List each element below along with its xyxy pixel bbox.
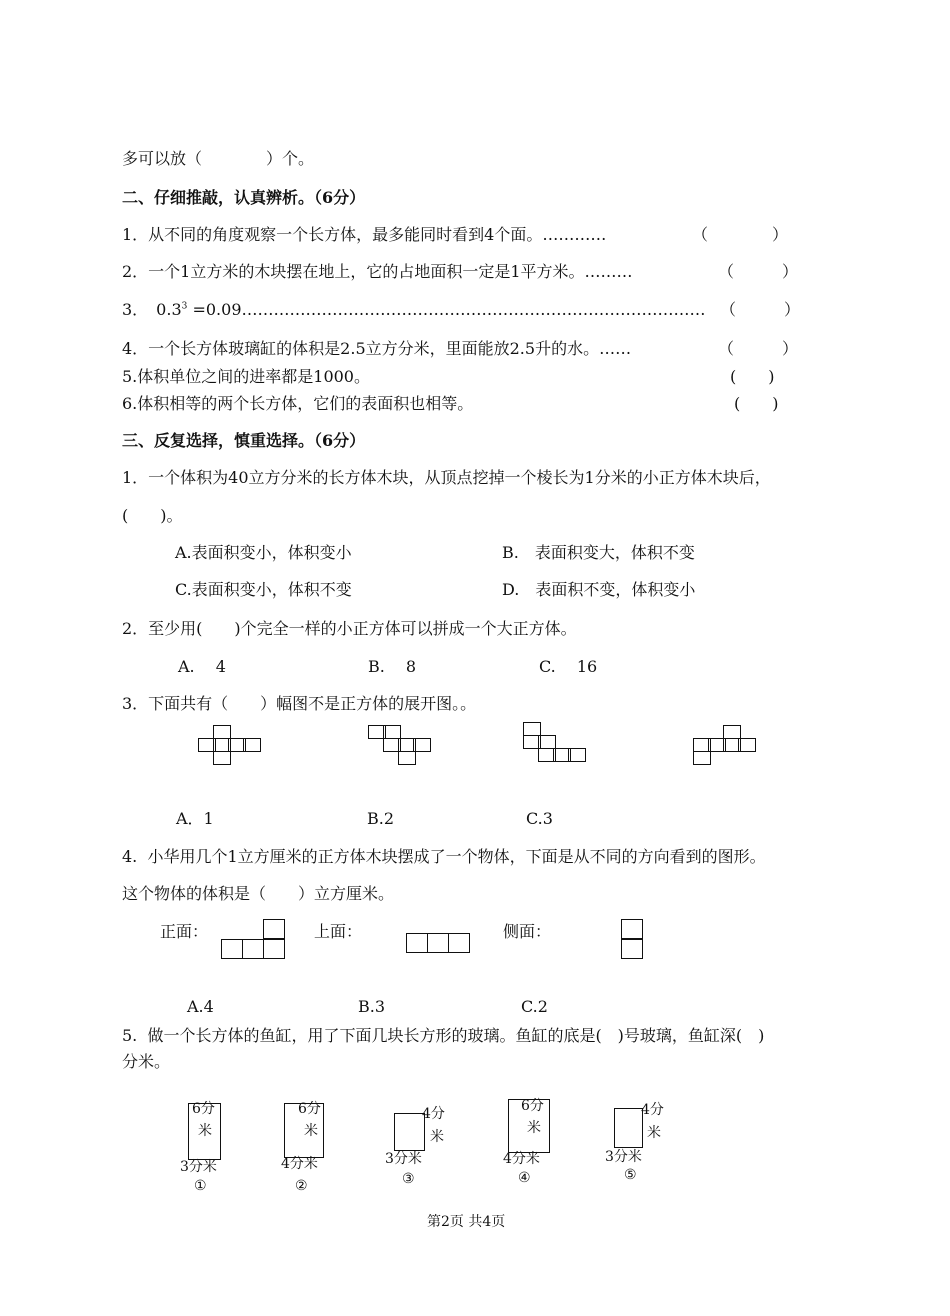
side-view-label: 侧面： bbox=[503, 922, 552, 941]
glass-1-width: 3分米 bbox=[180, 1159, 217, 1175]
q2-option-b[interactable]: B. 8 bbox=[368, 657, 417, 676]
judge-item-4: 4．一个长方体玻璃缸的体积是2.5立方分米，里面能放2.5升的水。…… bbox=[122, 339, 632, 358]
glass-3-height: 4分 bbox=[422, 1106, 445, 1122]
q1-option-d[interactable]: D. 表面积不变，体积变小 bbox=[502, 580, 696, 599]
q5-text-2: 分米。 bbox=[122, 1052, 171, 1071]
cube-net-4 bbox=[693, 725, 753, 771]
judge-item-1: 1．从不同的角度观察一个长方体，最多能同时看到4个面。………… bbox=[122, 225, 607, 244]
glass-2-height: 6分 bbox=[298, 1101, 321, 1117]
q4-option-c[interactable]: C.2 bbox=[521, 997, 548, 1016]
q5-text: 5. 做一个长方体的鱼缸，用了下面几块长方形的玻璃。鱼缸的底是( )号玻璃，鱼缸深( ) bbox=[122, 1026, 765, 1045]
glass-5-height-unit: 米 bbox=[647, 1125, 661, 1141]
q1-text: 1．一个体积为40立方分米的长方体木块，从顶点挖掉一个棱长为1分米的小正方体木块后， bbox=[122, 468, 771, 487]
q1-option-c[interactable]: C.表面积变小，体积不变 bbox=[175, 580, 352, 599]
judge-item-6: 6.体积相等的两个长方体，它们的表面积也相等。 bbox=[122, 394, 474, 413]
side-view-figure bbox=[621, 919, 643, 961]
judge-bracket-3[interactable]: （ ） bbox=[720, 300, 801, 319]
glass-5 bbox=[614, 1108, 643, 1148]
section3-title: 三、反复选择，慎重选择。（6分） bbox=[122, 431, 366, 450]
glass-1-number: ① bbox=[194, 1178, 207, 1194]
glass-3-width: 3分米 bbox=[385, 1151, 422, 1167]
q3-text: 3．下面共有（ ）幅图不是正方体的展开图。。 bbox=[122, 694, 477, 713]
top-view-label: 上面： bbox=[314, 922, 363, 941]
q1-option-b[interactable]: B. 表面积变大，体积不变 bbox=[502, 543, 695, 562]
glass-3-number: ③ bbox=[402, 1171, 415, 1187]
judge-item-2: 2．一个1立方米的木块摆在地上，它的占地面积一定是1平方米。……… bbox=[122, 262, 633, 281]
glass-5-height: 4分 bbox=[641, 1102, 664, 1118]
page-footer: 第2页 共4页 bbox=[427, 1214, 506, 1230]
glass-4-width: 4分米 bbox=[503, 1151, 540, 1167]
judge-bracket-4[interactable]: （ ） bbox=[718, 339, 799, 358]
glass-2-height-unit: 米 bbox=[304, 1123, 318, 1139]
q4-option-a[interactable]: A.4 bbox=[187, 997, 214, 1016]
judge-item-5: 5.体积单位之间的进率都是1000。 bbox=[122, 367, 370, 386]
glass-2-width: 4分米 bbox=[281, 1156, 318, 1172]
q4-option-b[interactable]: B.3 bbox=[358, 997, 386, 1016]
glass-1-height: 6分 bbox=[192, 1101, 215, 1117]
judge-item-3: 3． $0.3^3$ =0.09…………………………………………………………………………… bbox=[122, 300, 706, 319]
q1-answer-bracket[interactable]: ( )。 bbox=[122, 506, 183, 525]
glass-3-height-unit: 米 bbox=[430, 1129, 444, 1145]
continued-question-text: 多可以放（ ）个。 bbox=[122, 149, 315, 168]
glass-3 bbox=[394, 1113, 425, 1151]
glass-5-width: 3分米 bbox=[605, 1149, 642, 1165]
glass-4-height: 6分 bbox=[521, 1098, 544, 1114]
judge-bracket-1[interactable]: （ ） bbox=[692, 225, 789, 244]
cube-net-1 bbox=[198, 725, 258, 771]
q2-option-a[interactable]: A. 4 bbox=[178, 657, 226, 676]
glass-1-height-unit: 米 bbox=[198, 1123, 212, 1139]
glass-2-number: ② bbox=[295, 1178, 308, 1194]
judge-bracket-6[interactable]: ( ) bbox=[734, 394, 779, 413]
q1-option-a[interactable]: A.表面积变小，体积变小 bbox=[175, 543, 352, 562]
q2-option-c[interactable]: C. 16 bbox=[539, 657, 598, 676]
q3-option-c[interactable]: C.3 bbox=[526, 809, 553, 828]
judge-bracket-2[interactable]: （ ） bbox=[718, 262, 799, 281]
section2-title: 二、仔细推敲，认真辨析。（6分） bbox=[122, 188, 366, 207]
cube-net-3 bbox=[523, 722, 583, 768]
q3-option-a[interactable]: A．1 bbox=[176, 809, 214, 828]
q4-text-2: 这个物体的体积是（ ）立方厘米。 bbox=[122, 884, 395, 903]
exponent: 3 bbox=[181, 301, 188, 312]
q3-option-b[interactable]: B.2 bbox=[367, 809, 395, 828]
glass-4-number: ④ bbox=[518, 1170, 531, 1186]
q4-text: 4. 小华用几个1立方厘米的正方体木块摆成了一个物体，下面是从不同的方向看到的图形。 bbox=[122, 847, 766, 866]
cube-net-2 bbox=[368, 725, 428, 771]
front-view-figure bbox=[221, 919, 287, 961]
glass-5-number: ⑤ bbox=[624, 1167, 637, 1183]
top-view-figure bbox=[406, 933, 472, 955]
judge-bracket-5[interactable]: ( ) bbox=[730, 367, 775, 386]
q2-text: 2．至少用( )个完全一样的小正方体可以拼成一个大正方体。 bbox=[122, 619, 577, 638]
front-view-label: 正面： bbox=[160, 922, 209, 941]
glass-4-height-unit: 米 bbox=[527, 1120, 541, 1136]
